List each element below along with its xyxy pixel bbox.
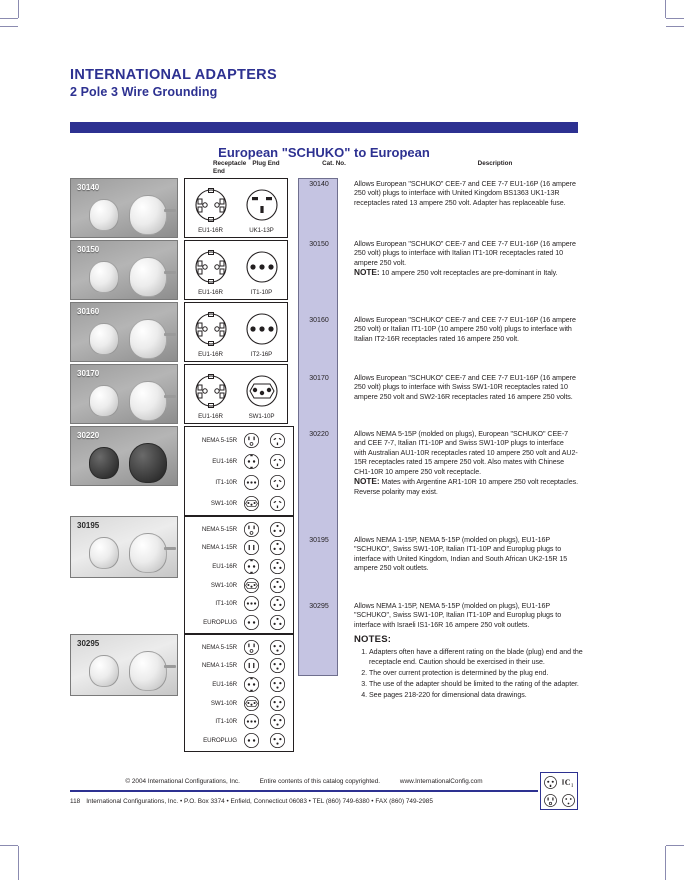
adapter-body xyxy=(129,533,167,573)
footer-website[interactable]: www.InternationalConfig.com xyxy=(399,778,483,785)
au-outlet-icon xyxy=(269,432,289,449)
diagram-label: EU1-16R xyxy=(198,227,223,234)
adapter-body xyxy=(89,447,119,479)
israel-outlet-icon xyxy=(269,695,289,712)
logo-cell-schuko-icon xyxy=(541,773,559,791)
nema-1-15r-icon xyxy=(243,539,263,556)
logo-cell-ic-text xyxy=(559,773,577,791)
adapter-body xyxy=(129,257,167,297)
europlug-icon xyxy=(243,614,263,631)
diagram-label: EU1-16R xyxy=(198,413,223,420)
schuko-small-icon xyxy=(243,558,263,575)
svg-text:C: C xyxy=(564,778,571,788)
adapter-body xyxy=(89,537,119,569)
adapter-body xyxy=(129,381,167,421)
product-photo-30140 xyxy=(70,178,178,238)
description-text: Allows European "SCHUKO" CEE-7 and CEE 7-7 EU1-16P (16 ampere 250 volt) plugs to interface with United Kingdom BS1363 UK1-13R receptacles rated 13 ampere 250 volt. Adapter has replaceable fuse. xyxy=(354,180,576,207)
diagram-list-row xyxy=(185,451,293,472)
diagram-label: IT1-10R xyxy=(215,479,237,486)
diagram-list-row xyxy=(185,576,293,595)
diagram-label: SW1-10P xyxy=(248,413,275,420)
plug-pin xyxy=(164,547,176,550)
diagram-label: UK1-13P xyxy=(249,227,274,234)
column-header-plug-end: Plug End xyxy=(252,160,280,167)
israel-outlet-icon xyxy=(269,657,289,674)
notes-list xyxy=(354,648,584,700)
description-30140 xyxy=(354,180,578,208)
section-title: European "SCHUKO" to European xyxy=(218,145,430,160)
diagram-box-30150 xyxy=(184,240,288,300)
diagram-cell xyxy=(186,309,236,358)
diagram-box-30140 xyxy=(184,178,288,238)
product-photo-id-label: 30220 xyxy=(77,431,100,440)
diagram-label: EU1-16R xyxy=(198,289,223,296)
diagram-label: NEMA 5-15R xyxy=(201,437,237,444)
diagram-label: IT2-16P xyxy=(250,351,273,358)
swiss-small-icon xyxy=(243,695,263,712)
diagram-list-row xyxy=(185,539,293,558)
plug-pin xyxy=(164,209,176,212)
note-item: 2. The over current protection is determined by the plug end. xyxy=(369,669,584,679)
diagram-label: SW1-10R xyxy=(210,500,237,507)
cat-no-30150: 30150 xyxy=(309,241,329,248)
page-title xyxy=(70,68,277,100)
diagram-label: NEMA 5-15R xyxy=(201,525,237,533)
diagram-list-row xyxy=(185,657,293,676)
column-header-receptacle-end: Receptacle End xyxy=(213,160,247,175)
description-30150 xyxy=(354,240,578,279)
diagram-label: SW1-10R xyxy=(210,699,237,707)
description-text: Allows European "SCHUKO" CEE-7 and CEE 7-7 EU1-16P (16 ampere 250 volt) plugs to interface with Swiss SW1-10R receptacles rated 10 ampere 250 volt and SW2-16R receptacles rated 16 ampere 250 volts. xyxy=(354,374,576,401)
footer-catalog-note: Entire contents of this catalog copyrighted. xyxy=(259,778,381,785)
diagram-list-row xyxy=(185,694,293,713)
page-title-line1: INTERNATIONAL ADAPTERS xyxy=(70,67,277,83)
au-outlet-icon xyxy=(269,495,289,512)
cat-no-30160: 30160 xyxy=(309,317,329,324)
diagram-cell xyxy=(237,185,287,234)
diagram-label: EUROPLUG xyxy=(203,619,237,627)
product-photo-30295 xyxy=(70,634,178,696)
logo-cell-nema-icon xyxy=(541,791,559,809)
diagram-list-row xyxy=(185,713,293,732)
diagram-list-row xyxy=(185,613,293,632)
uk2-outlet-icon xyxy=(269,577,289,594)
diagram-list-row xyxy=(185,493,293,514)
product-photo-id-label: 30140 xyxy=(77,183,100,192)
plug-pin xyxy=(164,333,176,336)
footer-address-line xyxy=(70,798,538,805)
adapter-body xyxy=(129,319,167,359)
uk-plug-icon xyxy=(237,185,287,225)
cat-no-30195: 30195 xyxy=(309,537,329,544)
plug-pin xyxy=(164,271,176,274)
adapter-body xyxy=(129,651,167,691)
diagram-label: EU1-16R xyxy=(212,563,237,571)
uk2-outlet-icon xyxy=(269,558,289,575)
diagram-label: EU1-16R xyxy=(198,351,223,358)
cat-no-30295: 30295 xyxy=(309,603,329,610)
diagram-list-row xyxy=(185,520,293,539)
footer-address: International Configurations, Inc. • P.O. Box 3374 • Enfield, Connecticut 06083 • TEL (860) 749-6380 • FAX (860) 749-2985 xyxy=(86,798,433,805)
diagram-cell xyxy=(186,247,236,296)
notes-title: NOTES: xyxy=(354,634,392,645)
schuko-small-icon xyxy=(243,676,263,693)
diagram-label: EU1-16R xyxy=(212,458,237,465)
uk2-outlet-icon xyxy=(269,521,289,538)
diagram-list-row xyxy=(185,675,293,694)
logo-cell-outlet-icon xyxy=(559,791,577,809)
adapter-body xyxy=(89,655,119,687)
diagram-list-row xyxy=(185,430,293,451)
footer-divider xyxy=(70,790,538,792)
diagram-label: IT1-10P xyxy=(250,289,273,296)
nema-1-15r-icon xyxy=(243,657,263,674)
adapter-body xyxy=(89,199,119,231)
product-photo-30170 xyxy=(70,364,178,424)
diagram-cell xyxy=(237,309,287,358)
note-item: 1. Adapters often have a different rating on the blade (plug) end and the receptacle end. Caution should be exercised in their use. xyxy=(369,648,584,667)
description-30295 xyxy=(354,602,578,630)
diagram-cell xyxy=(237,247,287,296)
description-30170 xyxy=(354,374,578,402)
adapter-body xyxy=(89,261,119,293)
diagram-list-row xyxy=(185,638,293,657)
diagram-box-30295 xyxy=(184,634,294,752)
italian-small-icon xyxy=(243,713,263,730)
diagram-label: EU1-16R xyxy=(212,681,237,689)
footer-copyright: © 2004 International Configurations, Inc. xyxy=(125,778,240,785)
note-item: 4. See pages 218-220 for dimensional data drawings. xyxy=(369,691,584,701)
column-header-cat-no: Cat. No. xyxy=(322,160,346,167)
product-photo-30160 xyxy=(70,302,178,362)
description-30220 xyxy=(354,430,578,497)
diagram-label: IT1-10R xyxy=(215,600,237,608)
diagram-cell xyxy=(237,371,287,420)
product-photo-id-label: 30295 xyxy=(77,639,100,648)
description-text: Allows NEMA 5-15P (molded on plugs), European "SCHUKO" CEE-7 and CEE 7-7, Italian IT1-10P and Swiss SW1-10P plugs to interface with Australian AU1-10R receptacles rated 10 ampere 250 volt and AU2-15R receptacles rated 15 ampere 250 volt. Also mates with Chinese CH1-10R 10 ampere 250 volt receptacle. xyxy=(354,430,578,476)
description-text: Allows NEMA 1-15P, NEMA 5-15P (molded on plugs), EU1-16P "SCHUKO", Swiss SW1-10P, Italian IT1-10P and Europlug plugs to interface with Israeli IS1-16R 16 ampere 250 volt outlets. xyxy=(354,602,562,629)
diagram-cell xyxy=(186,185,236,234)
adapter-body xyxy=(89,323,119,355)
europlug-icon xyxy=(243,732,263,749)
diagram-list-row xyxy=(185,595,293,614)
uk2-outlet-icon xyxy=(269,595,289,612)
svg-text:I: I xyxy=(561,778,565,787)
plug-pin xyxy=(164,395,176,398)
diagram-label: NEMA 1-15R xyxy=(201,544,237,552)
company-logo xyxy=(540,772,578,810)
description-text: Allows European "SCHUKO" CEE-7 and CEE 7-7 EU1-16P (16 ampere 250 volt) plugs to interface with Italian IT1-10R receptacles rated 10 ampere 250 volt. xyxy=(354,240,576,267)
description-text: Allows NEMA 1-15P, NEMA 5-15P (molded on plugs), EU1-16P "SCHUKO", Swiss SW1-10P, Italian IT1-10P and Europlug plugs to interface with United Kingdom, Indian and South African UK2-15R 15 ampere 250 volt outlets. xyxy=(354,536,568,573)
product-photo-id-label: 30195 xyxy=(77,521,100,530)
adapter-body xyxy=(129,195,167,235)
cat-no-30220: 30220 xyxy=(309,431,329,438)
product-photo-id-label: 30160 xyxy=(77,307,100,316)
israel-outlet-icon xyxy=(269,732,289,749)
swiss-plug-icon xyxy=(237,371,287,411)
italian-small-icon xyxy=(243,595,263,612)
swiss-small-icon xyxy=(243,577,263,594)
israel-outlet-icon xyxy=(269,639,289,656)
cat-no-30170: 30170 xyxy=(309,375,329,382)
description-30195 xyxy=(354,536,578,574)
au-outlet-icon xyxy=(269,474,289,491)
page-title-line2: 2 Pole 3 Wire Grounding xyxy=(70,85,218,99)
uk2-outlet-icon xyxy=(269,539,289,556)
diagram-box-30195 xyxy=(184,516,294,634)
nema-5-15r-icon xyxy=(243,521,263,538)
product-photo-30150 xyxy=(70,240,178,300)
product-photo-id-label: 30170 xyxy=(77,369,100,378)
description-30160 xyxy=(354,316,578,344)
italian-plug-icon xyxy=(237,247,287,287)
israel-outlet-icon xyxy=(269,676,289,693)
product-photo-30220 xyxy=(70,426,178,486)
diagram-box-30160 xyxy=(184,302,288,362)
plug-pin xyxy=(164,665,176,668)
diagram-label: NEMA 5-15R xyxy=(201,643,237,651)
diagram-box-30170 xyxy=(184,364,288,424)
adapter-body xyxy=(89,385,119,417)
diagram-label: IT1-10R xyxy=(215,718,237,726)
svg-text:I: I xyxy=(571,782,574,789)
diagram-label: SW1-10R xyxy=(210,581,237,589)
note-item: 3. The use of the adapter should be limited to the rating of the adapter. xyxy=(369,680,584,690)
description-text: Allows European "SCHUKO" CEE-7 and CEE 7-7 EU1-16P (16 ampere 250 volt) or Italian IT1-10P (10 ampere 250 volt) plugs to interface with Italian IT2-16R receptacles rated 16 ampere 250 volt. xyxy=(354,316,576,343)
swiss-small-icon xyxy=(243,495,263,512)
diagram-label: NEMA 1-15R xyxy=(201,662,237,670)
diagram-list-row xyxy=(185,731,293,750)
israel-outlet-icon xyxy=(269,713,289,730)
footer-copyright-line xyxy=(70,778,538,785)
schuko-small-icon xyxy=(243,453,263,470)
diagram-cell xyxy=(186,371,236,420)
product-photo-30195 xyxy=(70,516,178,578)
schuko-receptacle-icon xyxy=(186,247,236,287)
schuko-receptacle-icon xyxy=(186,309,236,349)
nema-5-15r-icon xyxy=(243,639,263,656)
description-note-label: NOTE: xyxy=(354,476,380,487)
diagram-box-30220 xyxy=(184,426,294,516)
italian-plug-icon xyxy=(237,309,287,349)
schuko-receptacle-icon xyxy=(186,185,236,225)
product-photo-id-label: 30150 xyxy=(77,245,100,254)
description-note-text: Mates with Argentine AR1-10R 10 ampere 250 volt receptacles. Reverse polarity may exist. xyxy=(354,478,579,496)
cat-no-column xyxy=(298,178,338,676)
cat-no-30140: 30140 xyxy=(309,181,329,188)
uk2-outlet-icon xyxy=(269,614,289,631)
notes-section xyxy=(354,634,584,702)
column-header-description: Description xyxy=(477,160,513,167)
italian-small-icon xyxy=(243,474,263,491)
diagram-label: EUROPLUG xyxy=(203,737,237,745)
header-divider-bar xyxy=(70,122,578,133)
diagram-list-row xyxy=(185,557,293,576)
page-number: 118 xyxy=(70,798,81,805)
adapter-body xyxy=(129,443,167,483)
au-outlet-icon xyxy=(269,453,289,470)
diagram-list-row xyxy=(185,472,293,493)
description-note-text: 10 ampere 250 volt receptacles are pre-dominant in Italy. xyxy=(379,269,558,278)
schuko-receptacle-icon xyxy=(186,371,236,411)
nema-5-15r-icon xyxy=(243,432,263,449)
description-note-label: NOTE: xyxy=(354,267,380,278)
